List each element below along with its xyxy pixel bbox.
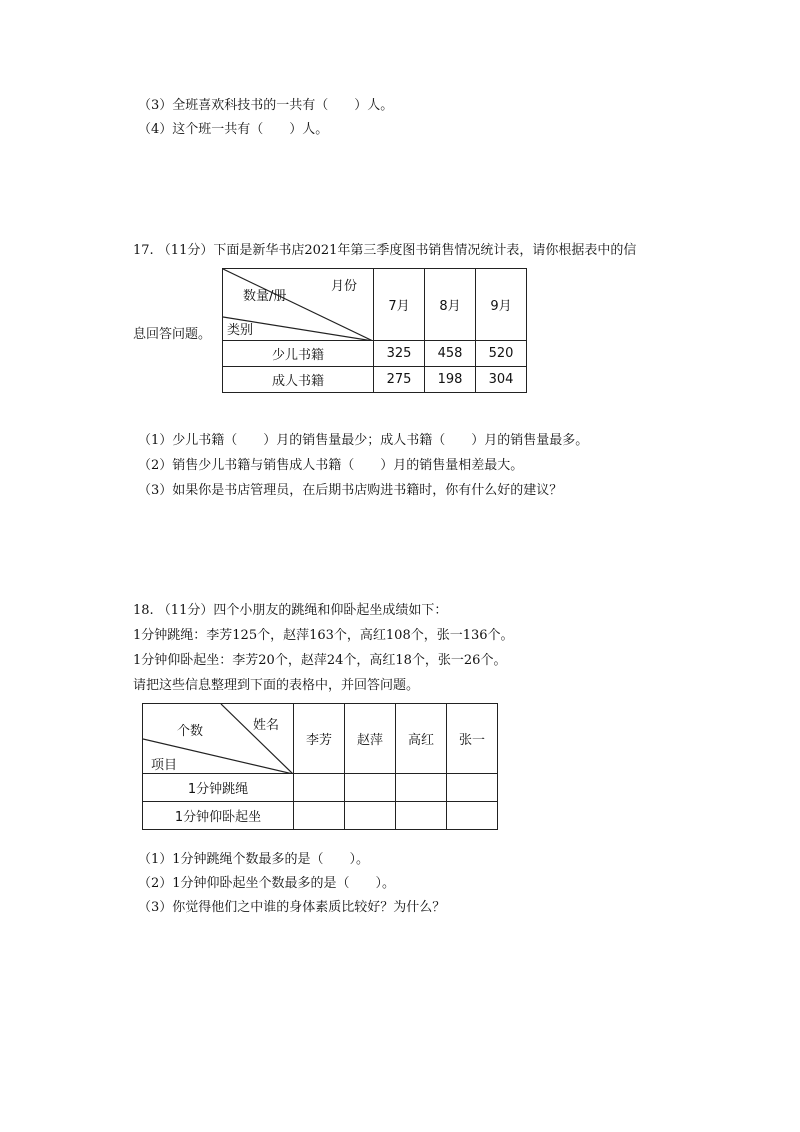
q18-corner-item: 项目 xyxy=(151,758,178,773)
q18-corner-count: 个数 xyxy=(177,724,204,739)
q17-corner-cell xyxy=(223,269,374,341)
q18-row-label: 1分钟仰卧起坐 xyxy=(143,802,294,830)
q17-corner-quantity: 数量/册 xyxy=(243,289,287,304)
q18-col-header: 李芳 xyxy=(294,704,345,774)
q18-fill-table xyxy=(142,703,498,830)
q16-sub4: （4）这个班一共有（ ）人。 xyxy=(138,122,329,137)
q18-instruction: 请把这些信息整理到下面的表格中，并回答问题。 xyxy=(133,678,420,693)
q17-sales-table xyxy=(222,268,527,393)
q18-sub2: （2）1分钟仰卧起坐个数最多的是（ ）。 xyxy=(138,876,396,891)
q18-col-header: 赵萍 xyxy=(345,704,396,774)
q17-corner-month: 月份 xyxy=(331,279,358,294)
q18-stem: 18. （11分）四个小朋友的跳绳和仰卧起坐成绩如下： xyxy=(133,603,448,618)
q17-stem-line2: 息回答问题。 xyxy=(133,327,212,342)
q18-col-header: 张一 xyxy=(447,704,498,774)
q18-blank-cell[interactable] xyxy=(447,802,498,830)
q18-blank-cell[interactable] xyxy=(396,774,447,802)
q18-blank-cell[interactable] xyxy=(294,774,345,802)
q17-stem-line1: 17. （11分）下面是新华书店2021年第三季度图书销售情况统计表，请你根据表中的信 xyxy=(133,243,637,258)
q17-col-header: 9月 xyxy=(476,269,527,341)
q17-cell: 198 xyxy=(425,367,476,393)
q17-cell: 275 xyxy=(374,367,425,393)
q18-col-header: 高红 xyxy=(396,704,447,774)
q18-sub1: （1）1分钟跳绳个数最多的是（ ）。 xyxy=(138,852,370,867)
q17-cell: 304 xyxy=(476,367,527,393)
q18-info-jump-rope: 1分钟跳绳：李芳125个，赵萍163个，高红108个，张一136个。 xyxy=(133,628,514,643)
q18-row-label: 1分钟跳绳 xyxy=(143,774,294,802)
q16-sub3: （3）全班喜欢科技书的一共有（ ）人。 xyxy=(138,98,394,113)
q17-cell: 458 xyxy=(425,341,476,367)
q17-sub3: （3）如果你是书店管理员，在后期书店购进书籍时，你有什么好的建议？ xyxy=(138,483,563,498)
q18-info-sit-ups: 1分钟仰卧起坐：李芳20个，赵萍24个，高红18个，张一26个。 xyxy=(133,653,507,668)
q17-row-label: 成人书籍 xyxy=(223,367,374,393)
q18-sub3: （3）你觉得他们之中谁的身体素质比较好？为什么？ xyxy=(138,900,446,915)
q17-col-header: 8月 xyxy=(425,269,476,341)
q17-row-label: 少儿书籍 xyxy=(223,341,374,367)
q17-cell: 520 xyxy=(476,341,527,367)
q17-sub2: （2）销售少儿书籍与销售成人书籍（ ）月的销售量相差最大。 xyxy=(138,458,524,473)
q18-blank-cell[interactable] xyxy=(345,774,396,802)
q17-col-header: 7月 xyxy=(374,269,425,341)
q18-blank-cell[interactable] xyxy=(294,802,345,830)
q17-sub1: （1）少儿书籍（ ）月的销售量最少；成人书籍（ ）月的销售量最多。 xyxy=(138,433,589,448)
q18-blank-cell[interactable] xyxy=(345,802,396,830)
q18-corner-name: 姓名 xyxy=(253,718,280,733)
q18-blank-cell[interactable] xyxy=(447,774,498,802)
q18-blank-cell[interactable] xyxy=(396,802,447,830)
q17-corner-category: 类别 xyxy=(227,323,254,338)
q18-corner-cell xyxy=(143,704,294,774)
q17-cell: 325 xyxy=(374,341,425,367)
